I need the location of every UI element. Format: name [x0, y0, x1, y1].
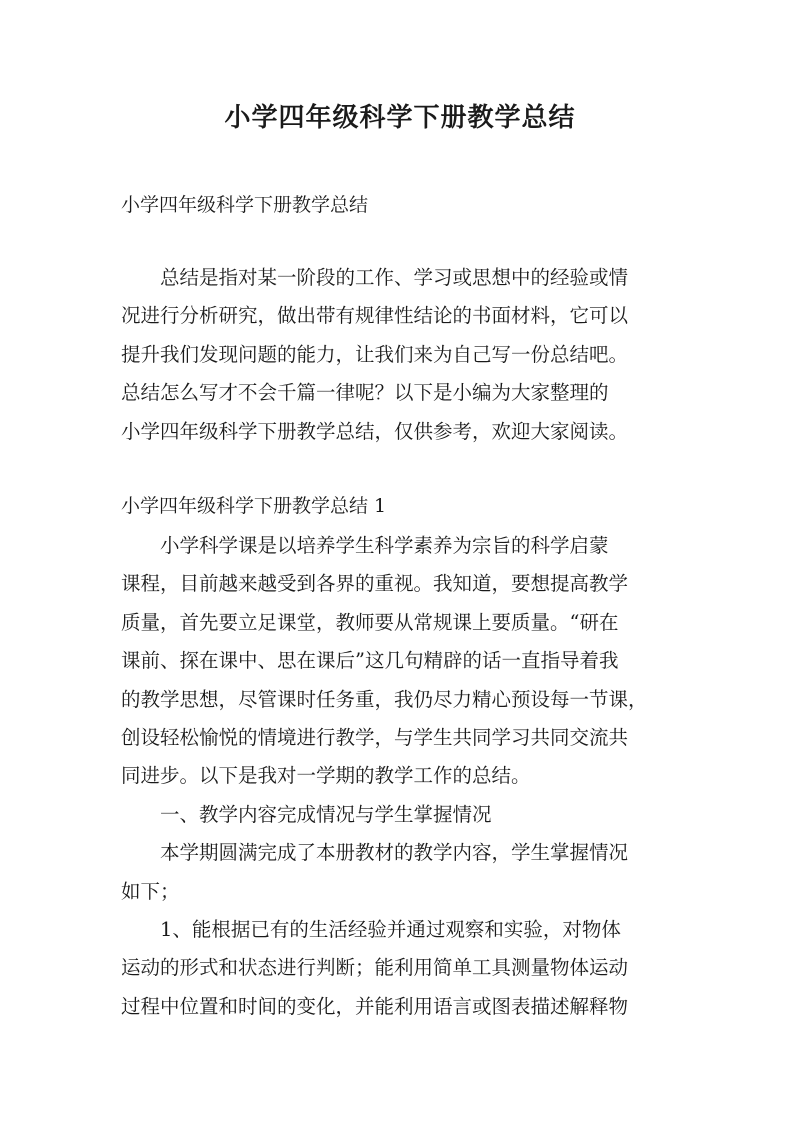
intro-line: 总结怎么写才不会千篇一律呢？以下是小编为大家整理的 — [121, 381, 609, 405]
subsection-heading: 一、教学内容完成情况与学生掌握情况 — [160, 802, 492, 826]
body-line: 小学科学课是以培养学生科学素养为宗旨的科学启蒙 — [160, 534, 609, 557]
body-line: 本学期圆满完成了本册教材的教学内容，学生掌握情况 — [160, 841, 629, 865]
body-line: 如下； — [121, 879, 180, 903]
intro-line: 提升我们发现问题的能力，让我们来为自己写一份总结吧。 — [121, 342, 629, 366]
body-line: 的教学思想，尽管课时任务重，我仍尽力精心预设每一节课， — [121, 687, 648, 711]
section-body — [121, 527, 683, 1026]
body-line: 课程，目前越来越受到各界的重视。我知道，要想提高教学 — [121, 572, 629, 596]
body-line: 质量，首先要立足课堂，教师要从常规课上要质量。“研在 — [121, 610, 619, 634]
body-line: 过程中位置和时间的变化，并能利用语言或图表描述解释物 — [121, 994, 629, 1018]
document-title: 小学四年级科学下册教学总结 — [224, 103, 576, 133]
intro-line: 总结是指对某一阶段的工作、学习或思想中的经验或情 — [160, 266, 629, 289]
intro-paragraph — [121, 259, 683, 451]
section-heading: 小学四年级科学下册教学总结 1 — [121, 495, 387, 517]
body-line: 创设轻松愉悦的情境进行教学，与学生共同学习共同交流共 — [121, 726, 629, 750]
body-line: 1、能根据已有的生活经验并通过观察和实验，对物体 — [160, 918, 621, 942]
intro-line: 小学四年级科学下册教学总结，仅供参考，欢迎大家阅读。 — [121, 419, 629, 443]
body-line: 课前、探在课中、思在课后”这几句精辟的话一直指导着我 — [121, 649, 619, 673]
intro-line: 况进行分析研究，做出带有规律性结论的书面材料，它可以 — [121, 304, 629, 328]
body-line: 同进步。以下是我对一学期的教学工作的总结。 — [121, 764, 531, 788]
document-subtitle: 小学四年级科学下册教学总结 — [121, 194, 369, 216]
body-line: 运动的形式和状态进行判断；能利用简单工具测量物体运动 — [121, 956, 629, 980]
